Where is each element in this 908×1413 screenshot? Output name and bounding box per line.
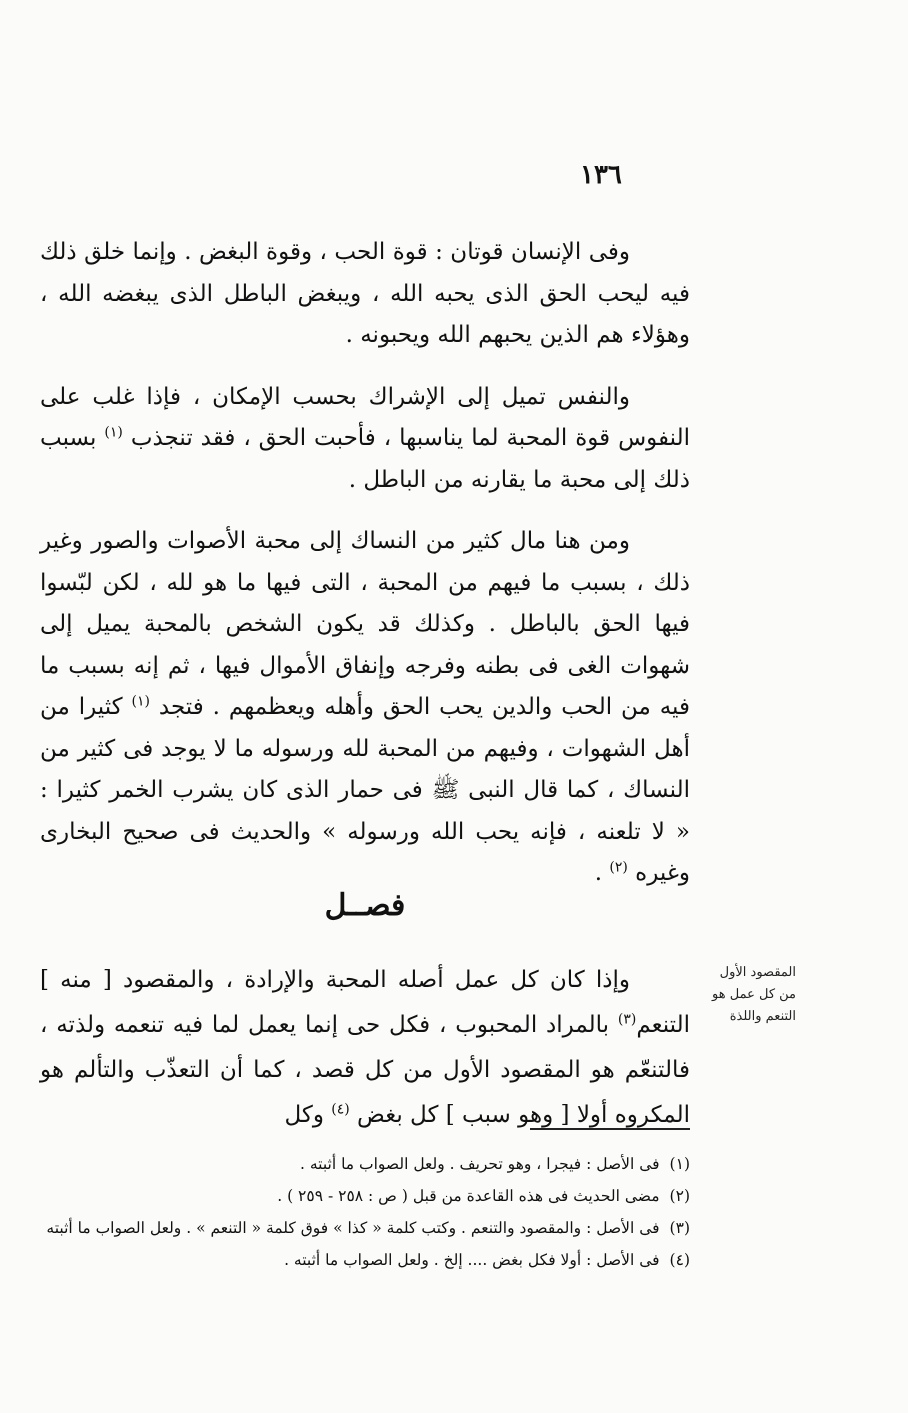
footnote-3	[40, 1214, 690, 1242]
footnote-text: فى الأصل : والمقصود والتنعم . وكتب كلمة « كذا » فوق كلمة « التنعم » . ولعل الصواب ما أثبته	[46, 1219, 660, 1237]
page-number: ١٣٦	[580, 160, 622, 190]
paragraph-3-start: ومن هنا مال كثير من النساك إلى محبة الأصوات والصور وغير ذلك ، بسبب ما فيهم من المحبة ، التى فيها ما هو لله ، لكن لبّسوا فيها الحق بالباطل . وكذلك قد يكون الشخص بالمحبة يميل إلى شهوات الغى فى بطنه وفرجه وإنفاق الأموال فيها ، ثم إنه بسبب ما فيه من الحب والدين يحب الحق وأهله ويعظمهم . فتجد	[40, 528, 690, 720]
paragraph-3	[40, 521, 690, 895]
footnote-text: فى الأصل : أولا فكل بغض .... إلخ . ولعل الصواب ما أثبته .	[284, 1251, 660, 1269]
footnote-ref-2: (٢)	[609, 859, 628, 876]
footnote-1	[40, 1150, 690, 1178]
section-text	[40, 958, 690, 1138]
section-part-3: وكل	[284, 1102, 324, 1128]
footnote-number: (٤)	[669, 1251, 690, 1269]
section-title: فصــل	[324, 888, 406, 923]
footnote-2	[40, 1182, 690, 1210]
paragraph-3-end: .	[594, 860, 603, 886]
paragraph-2-end: بسبب ذلك إلى محبة ما يقارنه من الباطل .	[40, 425, 690, 493]
footnote-ref-3: (٣)	[617, 1011, 637, 1028]
footnote-4	[40, 1246, 690, 1274]
paragraph-3-middle: كثيرا من أهل الشهوات ، وفيهم من المحبة لله ورسوله ما لا يوجد فى كثير من النساك ، كما قال النبى ﷺ فى حمار الذى كان يشرب الخمر كثيرا : « لا تلعنه ، فإنه يحب الله ورسوله » والحديث فى صحيح البخارى وغيره	[40, 694, 690, 886]
paragraph-2-start: والنفس تميل إلى الإشراك بحسب الإمكان ، فإذا غلب على النفوس قوة المحبة لما يناسبها ، فأحبت الحق ، فقد تنجذب	[40, 383, 691, 451]
section-part-2: بالمراد المحبوب ، فكل حى إنما يعمل لما فيه تنعمه ولذته ، فالتنعّم هو المقصود الأول من كل قصد ، كما أن التعذّب والتألم هو المكروه أولا [ وهو سبب ] كل بغض	[40, 1012, 690, 1128]
footnote-text: مضى الحديث فى هذه القاعدة من قبل ( ص : ٢٥٨ - ٢٥٩ ) .	[277, 1187, 660, 1205]
footnotes	[40, 1150, 690, 1278]
section-part-1: وإذا كان كل عمل أصله المحبة والإرادة ، والمقصود [ منه ] التنعم	[40, 967, 690, 1038]
footnote-ref-1b: (١)	[131, 693, 150, 710]
margin-note: المقصود الأول من كل عمل هو التنعم واللذة	[712, 965, 796, 1024]
footnote-number: (١)	[669, 1155, 690, 1173]
paragraph-2	[40, 377, 690, 502]
section-paragraph	[40, 958, 690, 1138]
main-text	[40, 232, 690, 909]
paragraph-1: وفى الإنسان قوتان : قوة الحب ، وقوة البغض . وإنما خلق ذلك فيه ليحب الحق الذى يحبه الله ، ويبغض الباطل الذى يبغضه الله ، وهؤلاء هم الذين يحبهم الله ويحبونه .	[40, 239, 690, 348]
footnote-number: (٣)	[669, 1219, 690, 1237]
footnote-ref-1: (١)	[104, 424, 123, 441]
footnote-number: (٢)	[669, 1187, 690, 1205]
footnote-ref-4: (٤)	[331, 1101, 350, 1118]
footnote-text: فى الأصل : فيجرا ، وهو تحريف . ولعل الصواب ما أثبته .	[300, 1155, 660, 1173]
footnote-divider	[530, 1128, 690, 1130]
